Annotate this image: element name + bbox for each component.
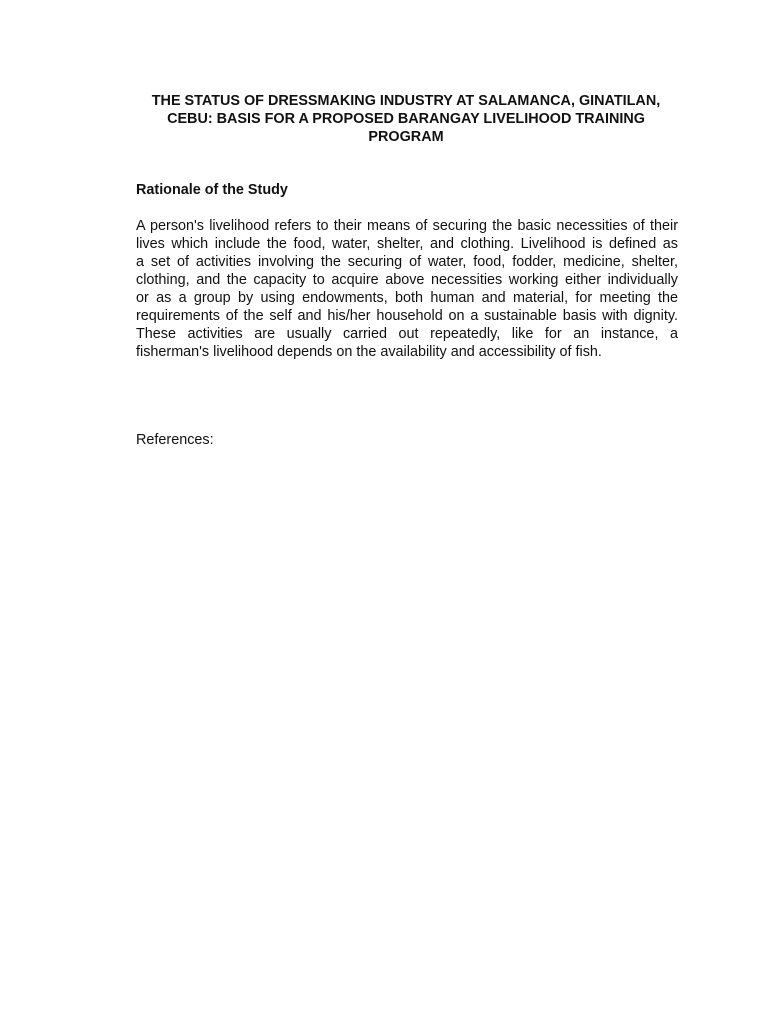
section-heading: Rationale of the Study [136,182,288,198]
paragraph-line: These activities are usually carried out repeatedly, like for an instance, a [136,326,678,342]
title-line: PROGRAM [368,129,444,146]
paragraph-line: clothing, and the capacity to acquire above necessities working either individually [136,272,678,288]
references-label: References: [136,432,214,448]
paragraph-line: fisherman's livelihood depends on the availability and accessibility of fish. [136,344,602,360]
paragraph-line: requirements of the self and his/her household on a sustainable basis with dignity. [136,308,678,324]
paragraph-line: a set of activities involving the securing of water, food, fodder, medicine, shelter, [136,254,678,270]
paragraph-line: lives which include the food, water, shelter, and clothing. Livelihood is defined as [136,236,678,252]
document-title [128,92,684,147]
paragraph-line: or as a group by using endowments, both human and material, for meeting the [136,290,678,306]
title-line: CEBU: BASIS FOR A PROPOSED BARANGAY LIVELIHOOD TRAINING [167,111,645,128]
title-line: THE STATUS OF DRESSMAKING INDUSTRY AT SALAMANCA, GINATILAN, [151,93,661,109]
rationale-paragraph [136,217,678,361]
paragraph-line: A person's livelihood refers to their means of securing the basic necessities of their [136,218,678,234]
